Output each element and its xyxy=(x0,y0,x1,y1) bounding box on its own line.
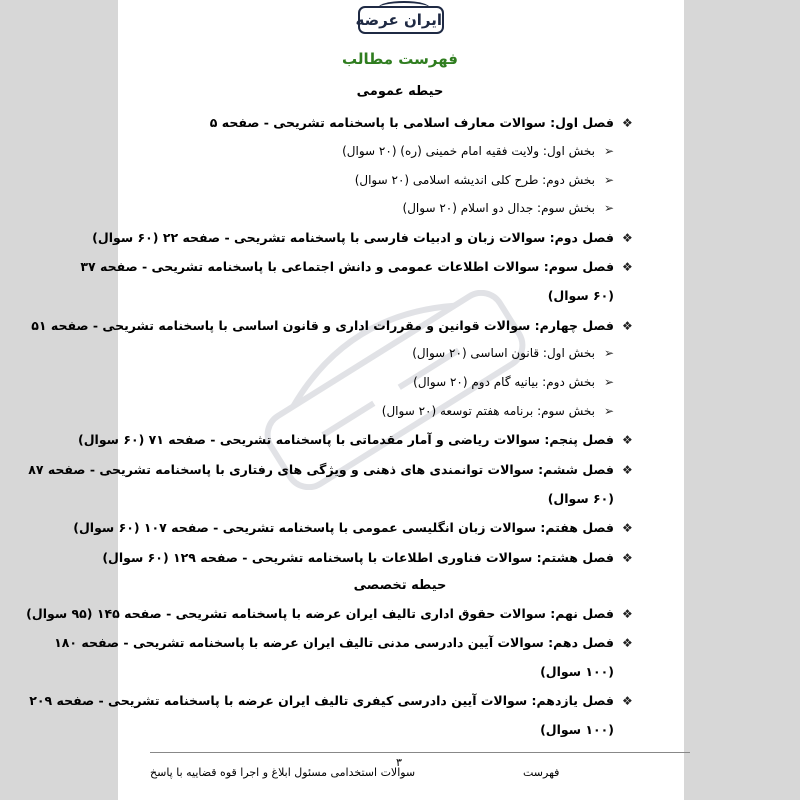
toc-chapter-11: فصل یازدهم: سوالات آیین دادرسی کیفری تالیف ایران عرضه با پاسخنامه تشریحی - صفحه ۲۰۹ xyxy=(29,693,614,708)
toc-section: بخش دوم: طرح کلی اندیشه اسلامی (۲۰ سوال) xyxy=(354,173,595,187)
brand-logo xyxy=(355,6,444,34)
toc-section: بخش دوم: بیانیه گام دوم (۲۰ سوال) xyxy=(413,375,595,389)
diamond-bullet-icon: ❖ xyxy=(622,463,633,477)
toc-chapter-2: فصل دوم: سوالات زبان و ادبیات فارسی با پاسخنامه تشریحی - صفحه ۲۲ (۶۰ سوال) xyxy=(92,230,614,245)
arrow-bullet-icon: ➢ xyxy=(604,346,615,360)
diamond-bullet-icon: ❖ xyxy=(622,521,633,535)
diamond-bullet-icon: ❖ xyxy=(622,433,633,447)
diamond-bullet-icon: ❖ xyxy=(622,116,633,130)
toc-chapter-7: فصل هفتم: سوالات زبان انگلیسی عمومی با پاسخنامه تشریحی - صفحه ۱۰۷ (۶۰ سوال) xyxy=(73,520,614,535)
footer-book-title: سوالات استخدامی مسئول ابلاغ و اجرا قوه قضاییه با پاسخ xyxy=(150,766,416,779)
arrow-bullet-icon: ➢ xyxy=(604,375,615,389)
toc-chapter-6-continued: (۶۰ سوال) xyxy=(547,491,614,506)
page-title: فهرست مطالب xyxy=(342,50,458,68)
arrow-bullet-icon: ➢ xyxy=(604,173,615,187)
diamond-bullet-icon: ❖ xyxy=(622,319,633,333)
toc-chapter-1: فصل اول: سوالات معارف اسلامی با پاسخنامه تشریحی - صفحه ۵ xyxy=(209,115,614,130)
diamond-bullet-icon: ❖ xyxy=(622,607,633,621)
diamond-bullet-icon: ❖ xyxy=(622,260,633,274)
diamond-bullet-icon: ❖ xyxy=(622,636,633,650)
section-heading-specialized: حیطه تخصصی xyxy=(353,578,447,593)
diamond-bullet-icon: ❖ xyxy=(622,551,633,565)
toc-chapter-6: فصل ششم: سوالات توانمندی های ذهنی و ویژگی های رفتاری با پاسخنامه تشریحی - صفحه ۸۷ xyxy=(28,462,614,477)
diamond-bullet-icon: ❖ xyxy=(622,231,633,245)
page-number: ۳ xyxy=(396,756,402,769)
toc-chapter-9: فصل نهم: سوالات حقوق اداری تالیف ایران عرضه با پاسخنامه تشریحی - صفحه ۱۴۵ (۹۵ سوال) xyxy=(26,606,614,621)
toc-section: بخش اول: ولایت فقیه امام خمینی (ره) (۲۰ سوال) xyxy=(342,144,595,158)
diamond-bullet-icon: ❖ xyxy=(622,694,633,708)
toc-chapter-5: فصل پنجم: سوالات ریاضی و آمار مقدماتی با پاسخنامه تشریحی - صفحه ۷۱ (۶۰ سوال) xyxy=(77,432,614,447)
brand-logo-text: ایران عرضه xyxy=(355,11,442,29)
toc-section: بخش سوم: جدال دو اسلام (۲۰ سوال) xyxy=(402,201,595,215)
arrow-bullet-icon: ➢ xyxy=(604,404,615,418)
arrow-bullet-icon: ➢ xyxy=(604,201,615,215)
toc-section: بخش سوم: برنامه هفتم توسعه (۲۰ سوال) xyxy=(381,404,595,418)
footer-section-label: فهرست xyxy=(523,766,560,779)
toc-chapter-11-continued: (۱۰۰ سوال) xyxy=(540,722,614,737)
toc-section: بخش اول: قانون اساسی (۲۰ سوال) xyxy=(412,346,595,360)
toc-chapter-10: فصل دهم: سوالات آیین دادرسی مدنی تالیف ایران عرضه با پاسخنامه تشریحی - صفحه ۱۸۰ xyxy=(54,635,614,650)
section-heading-general: حیطه عمومی xyxy=(356,84,444,99)
toc-chapter-10-continued: (۱۰۰ سوال) xyxy=(540,664,614,679)
toc-chapter-4: فصل چهارم: سوالات قوانین و مقررات اداری و قانون اساسی با پاسخنامه تشریحی - صفحه ۵۱ xyxy=(31,318,614,333)
footer-divider xyxy=(150,752,690,753)
toc-chapter-3-continued: (۶۰ سوال) xyxy=(547,288,614,303)
toc-chapter-8: فصل هشتم: سوالات فناوری اطلاعات با پاسخنامه تشریحی - صفحه ۱۲۹ (۶۰ سوال) xyxy=(102,550,614,565)
toc-chapter-3: فصل سوم: سوالات اطلاعات عمومی و دانش اجتماعی با پاسخنامه تشریحی - صفحه ۳۷ xyxy=(80,259,614,274)
arrow-bullet-icon: ➢ xyxy=(604,144,615,158)
